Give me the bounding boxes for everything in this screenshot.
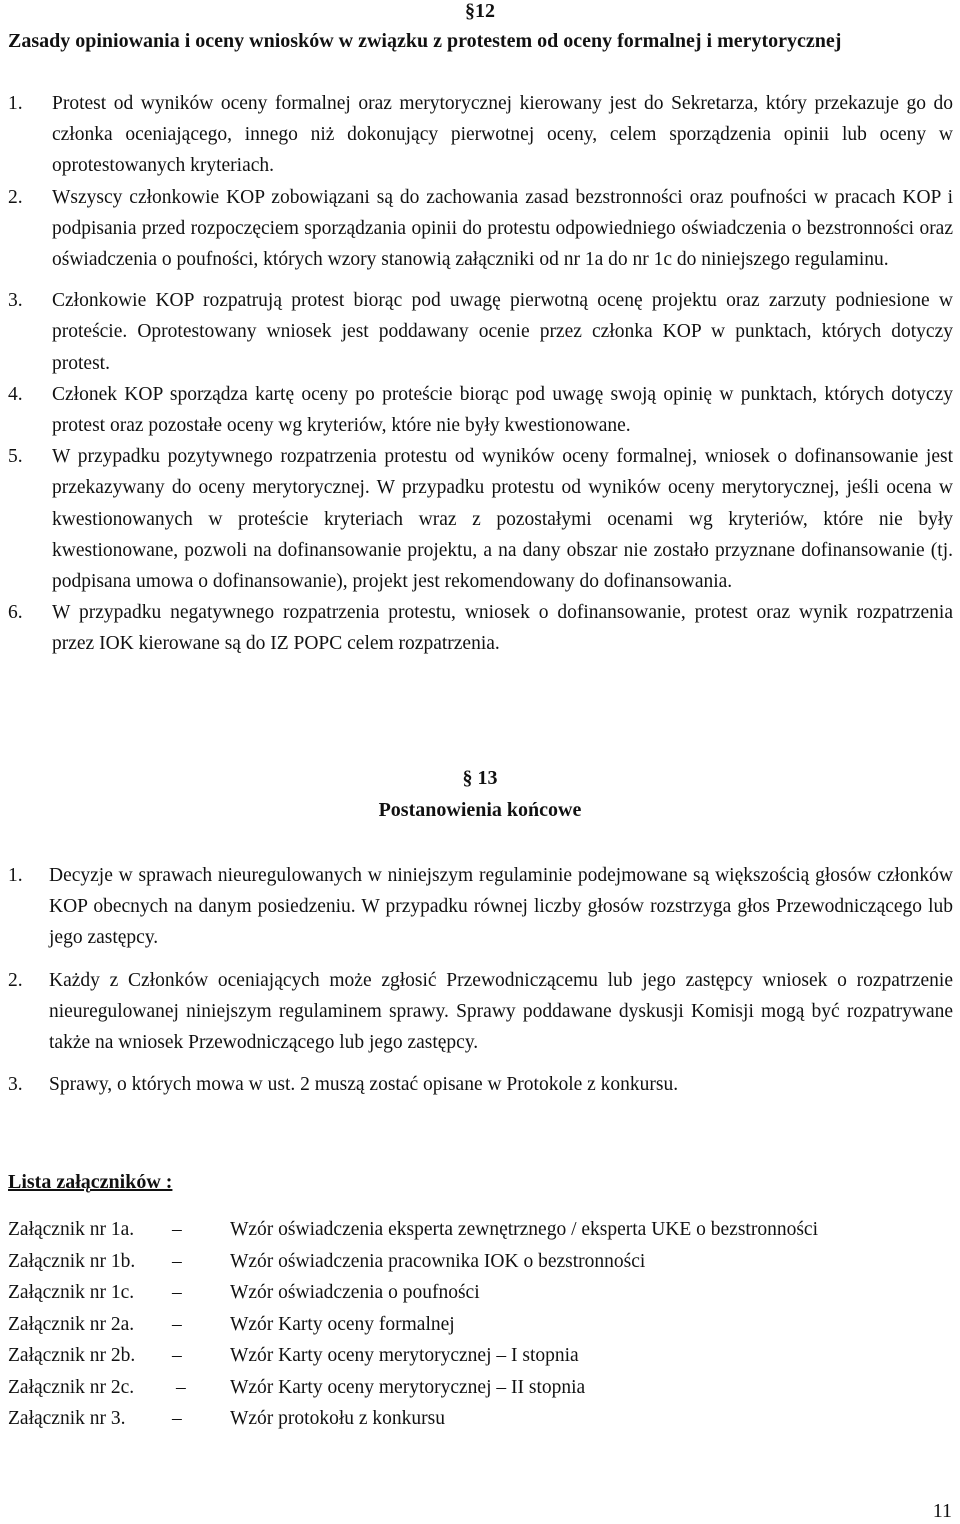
attachment-row [8,1246,948,1278]
attachment-text: Wzór oświadczenia eksperta zewnętrznego / eksperta UKE o bezstronności [230,1219,818,1240]
attachment-row [8,1403,948,1435]
section-13-number: § 13 [462,767,498,789]
item-number: 3. [8,290,23,312]
item-text: Sprawy, o których mowa w ust. 2 muszą zostać opisane w Protokole z konkursu. [49,1074,679,1096]
item-text: W przypadku pozytywnego rozpatrzenia protestu od wyników oceny formalnej, wniosek o dofinansowanie jest przekazywany do oceny merytorycznej. W przypadku protestu od wyników oceny merytorycznej, jeśli ocena w kwestionowanych w proteście kryteriach wraz z pozostałymi ocenami wg kryteriów, które nie były kwestionowane, pozwoli na dofinansowanie projektu, a na dany obszar nie zostało przyznane dofinansowanie (tj. podpisana umowa o dofinansowanie), projekt jest rekomendowany do dofinansowania. [52,446,953,593]
attachment-dash: – [172,1219,182,1240]
attachment-label: Załącznik nr 2b. [8,1345,136,1366]
attachment-row [8,1309,948,1341]
attachment-row [8,1372,948,1404]
item-text: Decyzje w sprawach nieuregulowanych w niniejszym regulaminie podejmowane są większością głosów członków KOP obecnych na danym posiedzeniu. W przypadku równej liczby głosów rozstrzyga głos Przewodniczącego lub jego zastępcy. [49,865,953,949]
section-12-list [0,88,960,660]
page-number: 11 [932,1500,952,1522]
attachment-dash: – [172,1313,182,1335]
attachment-label: Załącznik nr 1b. [8,1250,136,1272]
item-number: 2. [8,969,23,991]
section-12-number: §12 [465,0,495,22]
attachments-title: Lista załączników : [8,1171,173,1193]
list-item [0,441,960,597]
item-text: W przypadku negatywnego rozpatrzenia protestu, wniosek o dofinansowanie, protest oraz wynik rozpatrzenia przez IOK kierowane są do IZ POPC celem rozpatrzenia. [52,602,953,655]
attachment-row [8,1214,948,1246]
item-text: Każdy z Członków oceniających może zgłosić Przewodniczącemu lub jego zastępcy wniosek o rozpatrzenie nieuregulowanej niniejszym regulaminem sprawy. Sprawy poddawane dyskusji Komisji mogą być rozpatrywane także na wniosek Przewodniczącego lub jego zastępcy. [49,969,953,1054]
list-item [0,597,960,659]
item-text: Protest od wyników oceny formalnej oraz merytorycznej kierowany jest do Sekretarza, który przekazuje go do członka oceniającego, innego niż dokonujący pierwotnej oceny, celem sporządzenia opinii lub oceny w oprotestowanych kryteriach. [52,93,953,177]
attachment-text: Wzór oświadczenia o poufności [230,1282,480,1303]
attachment-text: Wzór oświadczenia pracownika IOK o bezstronności [230,1250,646,1272]
item-number: 1. [8,93,23,114]
attachment-label: Załącznik nr 1c. [8,1282,135,1303]
list-item [0,182,960,276]
list-item [0,379,960,441]
section-13-title: Postanowienia końcowe [378,799,582,821]
attachment-label: Załącznik nr 1a. [8,1219,135,1240]
attachment-text: Wzór Karty oceny formalnej [230,1313,455,1335]
list-item [0,88,960,182]
attachment-dash: – [172,1408,182,1429]
item-text: Wszyscy członkowie KOP zobowiązani są do zachowania zasad bezstronności oraz poufności w pracach KOP i podpisania przed rozpoczęciem sporządzania opinii do protestu odpowiedniego oświadczenia o bezstronności oraz oświadczenia o poufności, których wzory stanowią załączniki od nr 1a do nr 1c do niniejszego regulaminu. [52,186,953,271]
attachment-label: Załącznik nr 2c. [8,1376,135,1398]
attachment-row [8,1277,948,1309]
item-number: 5. [8,446,23,468]
item-number: 6. [8,602,23,624]
list-item [0,285,960,379]
attachment-dash: – [176,1376,186,1398]
list-item [0,860,960,954]
list-item [0,965,960,1059]
attachment-label: Załącznik nr 2a. [8,1313,135,1335]
list-item [0,1069,960,1100]
attachment-row [8,1340,948,1372]
item-text: Członek KOP sporządza kartę oceny po proteście biorąc pod uwagę swoją opinię w punktach, których dotyczy protest oraz pozostałe oceny wg kryteriów, które nie były kwestionowane. [52,383,953,437]
attachment-dash: – [172,1250,182,1272]
item-number: 2. [8,186,23,208]
item-number: 1. [8,865,23,886]
section-12-title: Zasady opiniowania i oceny wniosków w związku z protestem od oceny formalnej i merytorycznej [8,30,842,52]
attachment-text: Wzór Karty oceny merytorycznej – II stopnia [230,1376,586,1398]
item-text: Członkowie KOP rozpatrują protest biorąc pod uwagę pierwotną ocenę projektu oraz zarzuty podniesione w proteście. Oprotestowany wniosek jest poddawany ocenie przez członka KOP w punktach, których dotyczy protest. [52,290,953,374]
item-number: 4. [8,383,23,405]
attachment-dash: – [172,1345,182,1366]
attachment-dash: – [172,1282,182,1303]
item-number: 3. [8,1074,23,1096]
attachment-text: Wzór Karty oceny merytorycznej – I stopnia [230,1345,579,1366]
attachments-list [8,1214,948,1435]
attachment-text: Wzór protokołu z konkursu [230,1408,445,1429]
section-13-list [0,860,960,1111]
attachment-label: Załącznik nr 3. [8,1408,126,1429]
